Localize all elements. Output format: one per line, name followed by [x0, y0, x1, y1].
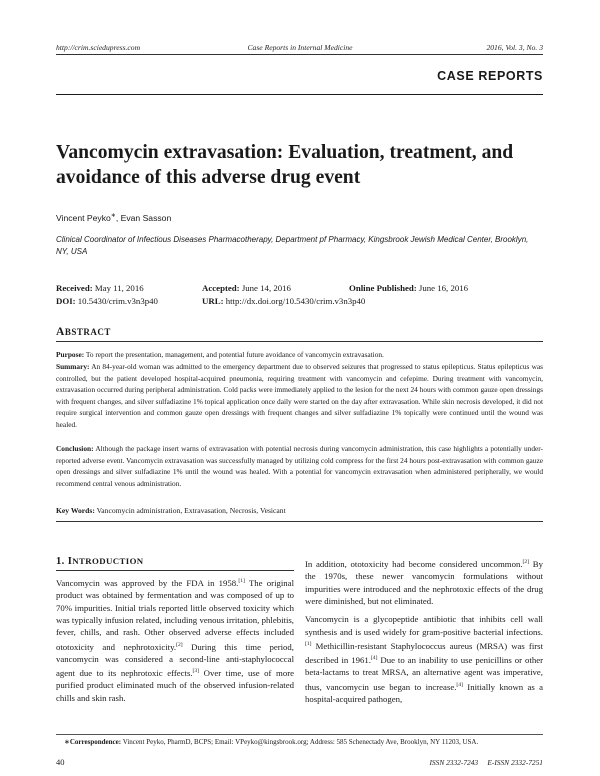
published-date: Online Published: June 16, 2016: [349, 283, 469, 293]
abstract-purpose: Purpose: To report the presentation, management, and potential future avoidance of vancomycin extravasation.: [56, 350, 384, 359]
header-rule: [56, 54, 543, 55]
correspondence-footnote: ∗Correspondence: Vincent Peyko, PharmD, BCPS; Email: VPeyko@kingsbrook.org; Address: 585 Schenectady Ave, Brooklyn, NY 11203, USA.: [64, 738, 479, 746]
author-first: Vincent Peyko: [56, 212, 111, 223]
author-rest: , Evan Sasson: [115, 212, 172, 223]
issn: ISSN 2332-7243 E-ISSN 2332-7251: [429, 758, 543, 767]
footnote-rule: [56, 734, 543, 735]
author-list: [56, 212, 171, 223]
abstract-rule: [56, 341, 543, 342]
abstract-heading: ABSTRACT: [56, 326, 111, 338]
page-number: 40: [56, 757, 65, 767]
author-corresponding-mark: ∗: [110, 213, 116, 219]
abstract-conclusion: Conclusion: Although the package insert warns of extravasation with potential necrosis during vancomycin administration, this case highlights a potentially under-reported adverse event. Vancomycin extravasation was successfully managed by utilizing cold compress for the first 24 hours post-extravasation with common gauze open dressings and silver sulfadiazine 1% until the wound was healed. With a potential for vancomycin extravasation when administered peripherally, we would recommend central venous administration.: [56, 444, 543, 488]
reference-4b[interactable]: [4]: [456, 681, 463, 688]
article-url[interactable]: URL: http://dx.doi.org/10.5430/crim.v3n3p40: [202, 296, 366, 306]
keywords: Key Words: Vancomycin administration, Extravasation, Necrosis, Vesicant: [56, 506, 286, 515]
reference-2[interactable]: [2]: [176, 641, 183, 648]
reference-2b[interactable]: [2]: [522, 559, 530, 565]
doi[interactable]: DOI: 10.5430/crim.v3n3p40: [56, 296, 158, 306]
keywords-rule: [56, 521, 543, 522]
section-rule: [56, 94, 543, 95]
reference-1b[interactable]: [1]: [305, 640, 312, 647]
received-date: Received: May 11, 2016: [56, 283, 144, 293]
intro-heading: 1. INTRODUCTION: [56, 556, 144, 567]
reference-1[interactable]: [1]: [238, 578, 245, 584]
intro-rule: [56, 570, 294, 571]
header-journal: Case Reports in Internal Medicine: [247, 43, 353, 52]
reference-3[interactable]: [3]: [192, 668, 200, 675]
abstract-summary: Summary: An 84-year-old woman was admitted to the emergency department due to observed seizures that progressed to status epilepticus. Status epilepticus was controlled, but the patient developed hospital-acquired pneumonia, requiring treatment with vancomycin and cefepime. During treatment with vancomycin, extravasation occurred during peripheral administration. Cold packs were immediately applied to the lesion for the next 24 hours with common gauze open dressings with frequent changes, and silver sulfadiazine 1% topical application once daily were started on the day after extravasation. While skin necrosis developed, it did not require surgical intervention and common gauze open dressings with frequent changes and silver sulfadiazine 1% topically were continued until the wound was healed.: [56, 362, 543, 429]
intro-left-column: Vancomycin was approved by the FDA in 1958.[1] The original product was obtained by fermentation and was composed of up to 70% impurities. Initial trials reported little observed toxicity which was typically infusion related, including venous irritation, phlebitis, fever, chills, and rash. Other observed adverse effects included ototoxicity and nephrotoxicity.[2] During this time period, vancomycin was considered a second-line anti-staphylococcal agent due to its nephrotoxic effects.[3] Over time, use of more purified product eliminated much of the observed infusion-related chills and skin rash.: [56, 577, 294, 703]
affiliation: Clinical Coordinator of Infectious Diseases Pharmacotherapy, Department pf Pharmacy, Kingsbrook Jewish Medical Center, Brooklyn, NY, USA: [56, 235, 529, 256]
header-url[interactable]: http://crim.sciedupress.com: [56, 43, 141, 52]
article-title: Vancomycin extravasation: Evaluation, treatment, and avoidance of this adverse drug event: [56, 142, 514, 188]
reference-4[interactable]: [4]: [370, 655, 378, 662]
intro-right-column: In addition, ototoxicity had become considered uncommon.[2] By the 1970s, these newer vancomycin formulations without impurities were introduced and the nephrotoxic effects of the drug were diminished, but not eliminated. Vancomycin is a glycopeptide antibiotic that inhibits cell wall synthesis and is used widely for gram-positive bacterial infections.[1] Methicillin-resistant Staphylococcus aureus (MRSA) was first described in 1961.[4] Due to an inability to use penicillins or other beta-lactams to treat MRSA, an alternative agent was imperative, thus, vancomycin use began to increase.[4] Initially known as a hospital-acquired pathogen,: [305, 558, 543, 705]
header-volume: 2016, Vol. 3, No. 3: [486, 43, 543, 52]
accepted-date: Accepted: June 14, 2016: [202, 283, 291, 293]
section-label: CASE REPORTS: [437, 69, 543, 83]
